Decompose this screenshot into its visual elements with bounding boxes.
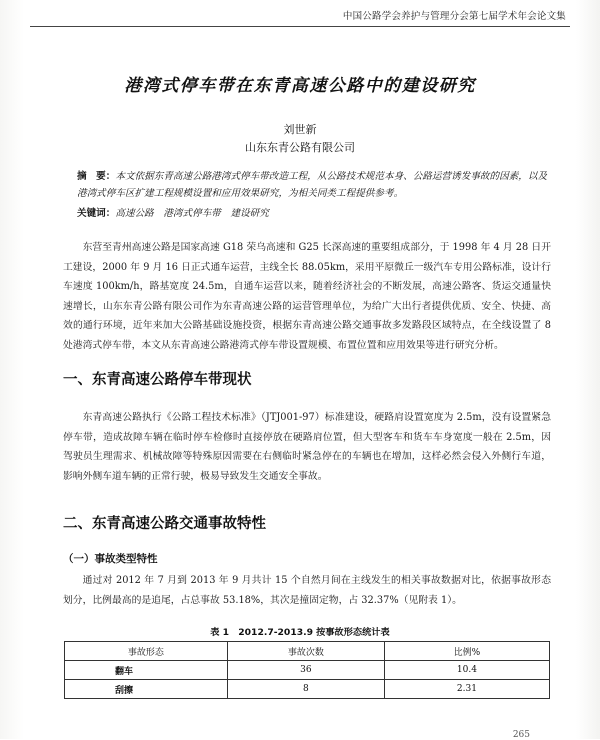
- table-row: [65, 661, 550, 680]
- keywords-text: 高速公路 港湾式停车带 建设研究: [115, 208, 269, 219]
- section-1-paragraph: 东青高速公路执行《公路工程技术标准》（JTJ001-97）标准建设，硬路肩设置宽度为 2.5m，没有设置紧急停车带，造成故障车辆在临时停车检修时直接停放在硬路肩位置，但大型客车和货车车身宽度一般在 2.5m，因驾驶员生理需求、机械故障等特殊原因需要在右侧临时紧急停在的车辆也在增加，这样必然会侵入外侧行车道，影响外侧车道车辆的正常行驶，极易导致发生交通安全事故。: [63, 412, 551, 482]
- header-divider: [30, 26, 570, 27]
- table-cell: 8: [227, 680, 384, 699]
- table-header-cell: 比例%: [384, 642, 549, 661]
- table-header-cell: 事故形态: [65, 642, 228, 661]
- table-cell: 刮擦: [65, 680, 228, 699]
- author-affiliation: 山东东青公路有限公司: [245, 141, 355, 154]
- running-header: 中国公路学会养护与管理分会第七届学术年会论文集: [342, 11, 566, 22]
- page-number: 265: [512, 730, 530, 740]
- table-header-row: [65, 642, 550, 661]
- table-cell: 36: [227, 661, 384, 680]
- section-2-heading: 二、东青高速公路交通事故特性: [63, 516, 266, 532]
- subsection-1-heading: （一）事故类型特性: [63, 553, 158, 565]
- keywords: [77, 205, 551, 222]
- subsection-1-paragraph: 通过对 2012 年 7 月到 2013 年 9 月共计 15 个自然月间在主线发生的相关事故数据对比，依据事故形态划分，比例最高的是追尾，占总事故 53.18%，其次是撞固定物，占 32.37%（见附表 1）。: [63, 575, 551, 606]
- paper-title: 港湾式停车带在东青高速公路中的建设研究: [124, 76, 476, 96]
- table-cell: 2.31: [384, 680, 549, 699]
- table-header-cell: 事故次数: [227, 642, 384, 661]
- intro-paragraph: 东营至青州高速公路是国家高速 G18 荣乌高速和 G25 长深高速的重要组成部分，于 1998 年 4 月 28 日开工建设，2000 年 9 月 16 日正式通车运营，主线全长 88.05km，采用平原微丘一级汽车专用公路标准，设计行车速度 100km/h，路基宽度 24.5m，自通车运营以来，随着经济社会的不断发展，高速公路客、货运交通量快速增长，山东东青公路有限公司作为东青高速公路的运营管理单位，为给广大出行者提供优质、安全、快捷、高效的通行环境，近年来加大公路基础设施投资，根据东青高速公路交通事故多发路段区域特点，在全线设置了 8 处港湾式停车带，本文从东青高速公路港湾式停车带设置规模、布置位置和应用效果等进行研究分析。: [63, 242, 551, 351]
- author-name: 刘世新: [283, 123, 317, 136]
- accident-type-table: [64, 641, 550, 699]
- abstract-label: 摘 要：: [77, 171, 116, 182]
- table-row: [65, 680, 550, 699]
- table-caption: 表 1 2012.7-2013.9 按事故形态统计表: [210, 627, 390, 638]
- abstract-text: 本文依据东青高速公路港湾式停车带改造工程，从公路技术规范本身、公路运营诱发事故的因素，以及港湾式停车区扩建工程规模设置和应用效果研究，为相关同类工程提供参考。: [77, 171, 548, 199]
- section-1-heading: 一、东青高速公路停车带现状: [63, 372, 252, 388]
- keywords-label: 关键词：: [77, 208, 116, 219]
- table-cell: 10.4: [384, 661, 549, 680]
- table-cell: 翻车: [65, 661, 228, 680]
- abstract: [77, 168, 551, 202]
